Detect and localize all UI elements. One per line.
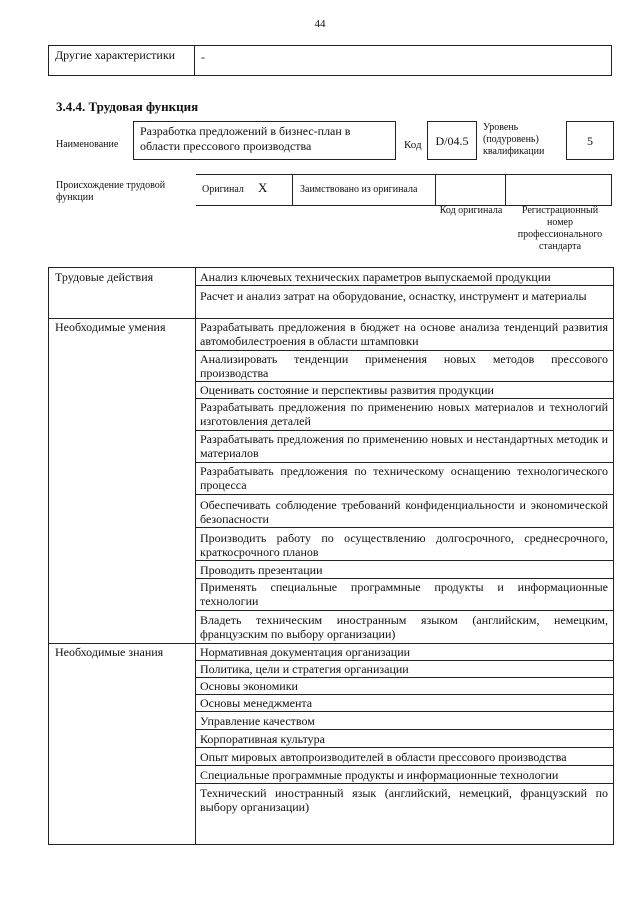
divider [505,175,506,205]
other-characteristics-table [48,45,612,76]
row-divider [195,783,613,784]
function-name: Разработка предложений в бизнес-план в области прессового производства [133,121,396,160]
skills-label: Необходимые умения [55,320,166,334]
original-label: Оригинал [202,184,244,195]
knowledge-item: Специальные программные продукты и информационные технологии [200,768,559,782]
code-label: Код [404,139,422,151]
divider [435,175,436,205]
row-divider [195,660,613,661]
skill-item: Проводить презентации [200,563,323,577]
knowledge-item: Политика, цели и стратегия организации [200,662,409,676]
labor-action-item: Анализ ключевых технических параметров выпускаемой продукции [200,270,551,284]
row-divider [195,729,613,730]
row-divider [195,677,613,678]
skill-item: Производить работу по осуществлению долгосрочного, среднесрочного, краткосрочного планов [200,531,608,559]
origin-row [196,174,612,206]
row-divider [195,711,613,712]
row-divider [195,765,613,766]
function-level: 5 [566,121,614,160]
skill-item: Разрабатывать предложения по применению новых и нестандартных методик и материалов [200,432,608,460]
skill-item: Владеть техническим иностранным языком (английским, немецким, французским по выбору организации) [200,613,608,641]
row-divider [195,560,613,561]
row-divider [195,747,613,748]
labor-actions-label: Трудовые действия [55,270,154,284]
row-divider [195,527,613,528]
other-characteristics-value: - [201,50,205,64]
registration-number-caption: Регистрационный номер профессионального стандарта [517,205,603,252]
row-divider [195,610,613,611]
knowledge-item: Основы менеджмента [200,696,313,710]
row-divider [195,578,613,579]
section-title: 3.4.4. Трудовая функция [56,99,199,114]
row-divider [195,285,613,286]
knowledge-item: Управление качеством [200,714,315,728]
row-divider [195,350,613,351]
knowledge-item: Основы экономики [200,679,298,693]
original-mark: X [258,180,268,195]
row-divider [195,381,613,382]
row-divider [49,643,613,644]
knowledge-item: Корпоративная культура [200,732,325,746]
page-number: 44 [314,18,326,30]
knowledge-item: Технический иностранный язык (английский, немецкий, французский по выбору организации) [200,786,608,814]
row-divider [195,494,613,495]
origin-label: Происхождение трудовой функции [56,180,166,203]
origin-code-caption: Код оригинала [439,205,503,216]
skill-item: Обеспечивать соблюдение требований конфиденциальности и экономической безопасности [200,498,608,526]
knowledge-item: Опыт мировых автопроизводителей в области прессового производства [200,750,567,764]
row-divider [195,462,613,463]
column-divider [195,268,196,844]
labor-action-item: Расчет и анализ затрат на оборудование, оснастку, инструмент и материалы [200,289,587,303]
row-divider [195,398,613,399]
skill-item: Применять специальные программные продукты и информационные технологии [200,580,608,608]
other-characteristics-label: Другие характеристики [49,46,195,75]
divider [611,175,612,205]
main-table [48,267,614,845]
name-label: Наименование [56,139,119,150]
function-code: D/04.5 [427,121,477,160]
row-divider [49,318,613,319]
knowledge-item: Нормативная документация организации [200,645,411,659]
divider [292,175,293,205]
skill-item: Разрабатывать предложения по техническому оснащению технологического процесса [200,464,608,492]
skill-item: Оценивать состояние и перспективы развития продукции [200,383,494,397]
knowledge-label: Необходимые знания [55,645,164,659]
skill-item: Разрабатывать предложения в бюджет на основе анализа тенденций развития автомобилестроения в области штамповки [200,320,608,348]
skill-item: Анализировать тенденции применения новых методов прессового производства [200,352,608,380]
skill-item: Разрабатывать предложения по применению новых материалов и технологий изготовления деталей [200,400,608,428]
level-label: Уровень (подуровень) квалификации [483,122,545,157]
borrowed-label: Заимствовано из оригинала [300,184,418,195]
row-divider [195,694,613,695]
row-divider [195,430,613,431]
